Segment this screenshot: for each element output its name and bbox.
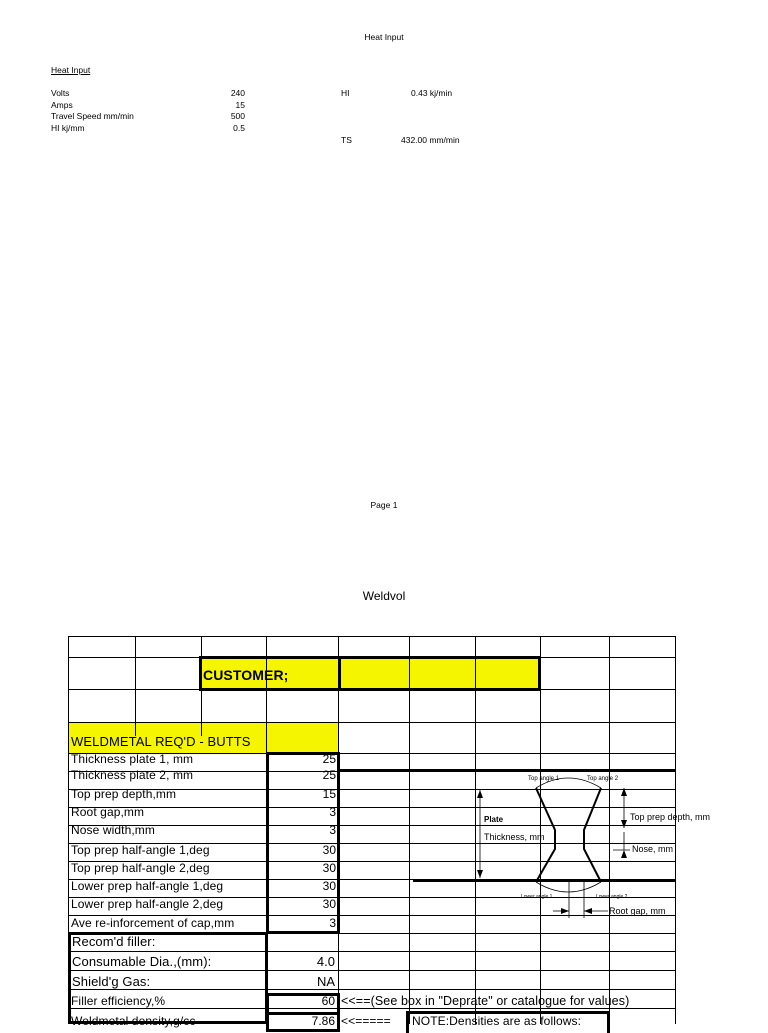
root-gap-label: Root gap, mm: [609, 906, 666, 916]
param-label-amps: Amps: [51, 100, 73, 110]
param-label: Thickness plate 2, mm: [71, 768, 194, 782]
section-title: WELDMETAL REQ'D - BUTTS: [71, 734, 251, 749]
gas-value[interactable]: NA: [316, 974, 335, 989]
hi-result-value: 0.43 kj/min: [411, 88, 453, 98]
hi-result-label: HI: [341, 88, 350, 98]
param-value[interactable]: 15: [322, 787, 336, 801]
density-label: Weldmetal density,g/cc: [71, 1014, 196, 1028]
nose-label: Nose, mm: [632, 844, 674, 854]
top-prep-depth-label: Top prep depth, mm: [630, 812, 711, 822]
param-label: Lower prep half-angle 1,deg: [71, 879, 224, 893]
param-value-volts: 240: [230, 88, 245, 98]
param-label: Root gap,mm: [71, 805, 145, 819]
consumable-value[interactable]: 4.0: [316, 954, 335, 969]
param-value-amps: 15: [235, 100, 245, 110]
param-value[interactable]: 25: [322, 752, 336, 766]
density-arrow: <<=====: [341, 1014, 391, 1028]
param-label: Top prep half-angle 2,deg: [71, 861, 210, 875]
filler-label: Recom'd filler:: [72, 934, 156, 949]
density-note: NOTE:Densities are as follows:: [412, 1014, 582, 1028]
param-label-travel-speed: Travel Speed mm/min: [51, 111, 134, 121]
weld-joint-diagram: [408, 770, 711, 920]
param-value[interactable]: 3: [329, 805, 336, 819]
param-label: Top prep depth,mm: [71, 787, 177, 801]
param-value[interactable]: 3: [329, 823, 336, 837]
param-value-travel-speed: 500: [230, 111, 245, 121]
param-label: Nose width,mm: [71, 823, 155, 837]
plate-2-edge: [584, 788, 601, 882]
param-value[interactable]: 3: [329, 916, 336, 930]
lower-angle-1-label: Lower angle 1: [521, 894, 553, 900]
param-label-volts: Volts: [51, 88, 70, 98]
ts-result-label: TS: [341, 135, 352, 145]
gas-label: Shield'g Gas:: [72, 974, 151, 989]
param-value[interactable]: 30: [322, 843, 336, 857]
param-label: Thickness plate 1, mm: [71, 752, 194, 766]
top-angle-2-label: Top angle 2: [587, 776, 619, 782]
page1-header: Heat Input: [364, 32, 404, 42]
param-label-hi: HI kj/mm: [51, 123, 85, 133]
efficiency-label: Filler efficiency,%: [71, 994, 166, 1008]
consumable-label: Consumable Dia.,(mm):: [72, 954, 212, 969]
thickness-label: Thickness, mm: [484, 832, 545, 842]
page1-footer: Page 1: [370, 500, 398, 510]
plate-label: Plate: [484, 815, 504, 824]
param-label: Lower prep half-angle 2,deg: [71, 897, 224, 911]
param-label: Top prep half-angle 1,deg: [71, 843, 210, 857]
lower-angle-2-label: Lower angle 2: [596, 894, 628, 900]
weldvol-sheet: [68, 636, 711, 1028]
customer-label: CUSTOMER;: [203, 667, 289, 683]
efficiency-value[interactable]: 60: [321, 994, 335, 1008]
efficiency-note: <<==(See box in "Deprate" or catalogue for values): [341, 994, 630, 1008]
param-label: Ave re-inforcement of cap,mm: [71, 916, 235, 930]
param-value[interactable]: 30: [322, 879, 336, 893]
param-value[interactable]: 30: [322, 897, 336, 911]
top-angle-1-label: Top angle 1: [528, 776, 560, 782]
ts-result-value: 432.00 mm/min: [401, 135, 460, 145]
density-value[interactable]: 7.86: [311, 1014, 335, 1028]
page2-header: Weldvol: [362, 589, 406, 603]
root-arc: [536, 882, 601, 892]
param-value[interactable]: 30: [322, 861, 336, 875]
param-value-hi: 0.5: [233, 123, 245, 133]
param-value[interactable]: 25: [322, 768, 336, 782]
page1-section-title: Heat Input: [51, 65, 91, 75]
